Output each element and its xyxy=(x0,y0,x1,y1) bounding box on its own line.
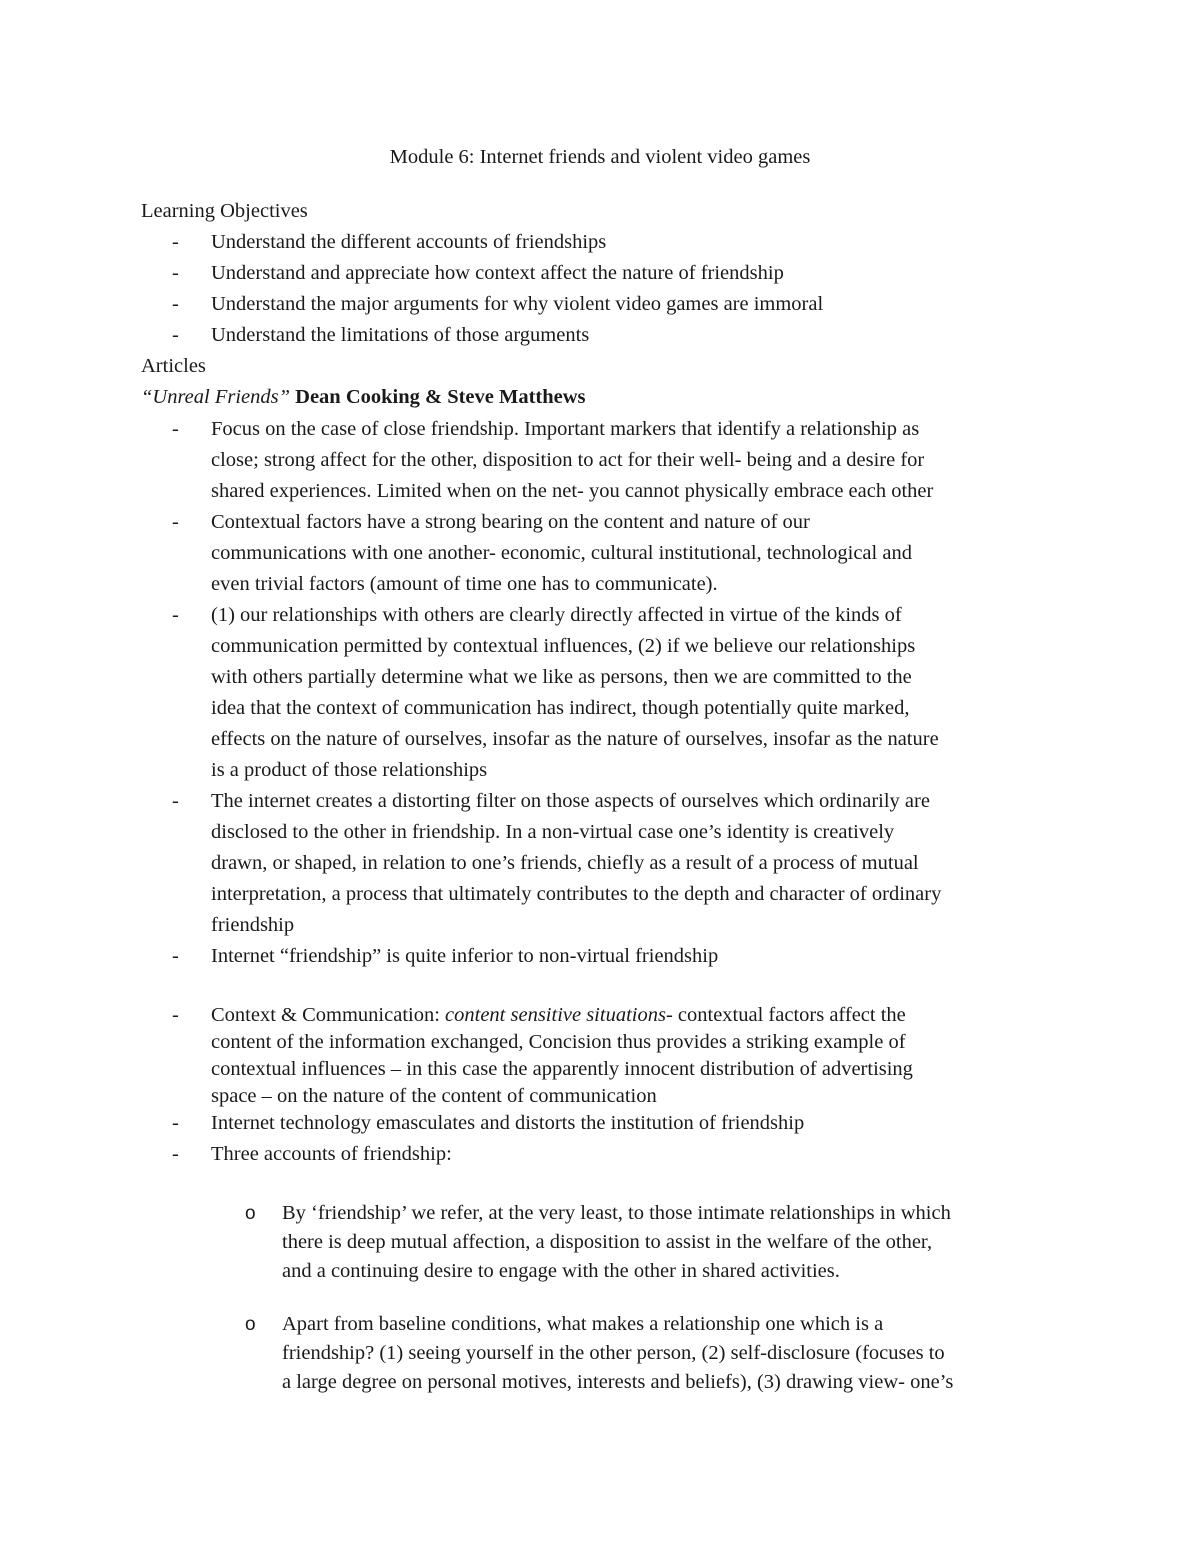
objective-item: Understand the major arguments for why violent video games are immoral xyxy=(211,293,824,315)
dash-marker: - xyxy=(172,604,179,626)
objective-item: Understand the limitations of those arguments xyxy=(211,324,590,346)
dash-marker: - xyxy=(172,945,179,967)
bullet-line: space – on the nature of the content of communication xyxy=(211,1085,657,1107)
dash-marker: - xyxy=(172,1143,179,1165)
dash-marker: - xyxy=(172,324,179,346)
document-title: Module 6: Internet friends and violent video games xyxy=(389,146,811,168)
learning-objectives-heading: Learning Objectives xyxy=(141,200,308,222)
bullet-line: Internet technology emasculates and distorts the institution of friendship xyxy=(211,1112,805,1134)
sub-bullet-line: and a continuing desire to engage with the other in shared activities. xyxy=(282,1260,840,1282)
bullet-line: effects on the nature of ourselves, insofar as the nature of ourselves, insofar as the nature xyxy=(211,728,939,750)
bullet-line: contextual influences – in this case the apparently innocent distribution of advertising xyxy=(211,1058,913,1080)
context-bullet-first-line xyxy=(211,1005,906,1026)
bullet-line: interpretation, a process that ultimately contributes to the depth and character of ordinary xyxy=(211,883,942,905)
bullet-line: even trivial factors (amount of time one has to communicate). xyxy=(211,573,718,595)
article-heading xyxy=(141,387,586,408)
dash-marker: - xyxy=(172,262,179,284)
bullet-line: idea that the context of communication has indirect, though potentially quite marked, xyxy=(211,697,910,719)
bullet-line: with others partially determine what we like as persons, then we are committed to the xyxy=(211,666,912,688)
bullet-line: The internet creates a distorting filter on those aspects of ourselves which ordinarily are xyxy=(211,790,930,812)
articles-heading: Articles xyxy=(141,355,206,377)
dash-marker: - xyxy=(172,1112,179,1134)
bullet-line: content of the information exchanged, Concision thus provides a striking example of xyxy=(211,1031,906,1053)
objective-item: Understand and appreciate how context affect the nature of friendship xyxy=(211,262,784,284)
dash-marker: - xyxy=(172,790,179,812)
context-lead: Context & Communication: xyxy=(211,1004,446,1026)
bullet-line: close; strong affect for the other, disposition to act for their well- being and a desire for xyxy=(211,449,925,471)
article-title: “Unreal Friends” xyxy=(141,386,291,408)
bullet-line: friendship xyxy=(211,914,295,936)
sub-bullet-line: there is deep mutual affection, a disposition to assist in the welfare of the other, xyxy=(282,1231,933,1253)
context-emphasis: content sensitive situations xyxy=(445,1004,666,1026)
dash-marker: - xyxy=(172,293,179,315)
bullet-line: (1) our relationships with others are clearly directly affected in virtue of the kinds of xyxy=(211,604,902,626)
bullet-line: communication permitted by contextual influences, (2) if we believe our relationships xyxy=(211,635,916,657)
sub-bullet-line: friendship? (1) seeing yourself in the other person, (2) self-disclosure (focuses to xyxy=(282,1342,945,1364)
context-rest: - contextual factors affect the xyxy=(665,1004,906,1026)
bullet-line: is a product of those relationships xyxy=(211,759,488,781)
bullet-line: Three accounts of friendship: xyxy=(211,1143,452,1165)
dash-marker: - xyxy=(172,1004,179,1026)
sub-bullet-line: By ‘friendship’ we refer, at the very least, to those intimate relationships in which xyxy=(282,1202,951,1224)
bullet-line: Internet “friendship” is quite inferior to non-virtual friendship xyxy=(211,945,719,967)
sub-bullet-line: a large degree on personal motives, interests and beliefs), (3) drawing view- one’s xyxy=(282,1371,954,1393)
objective-item: Understand the different accounts of friendships xyxy=(211,231,607,253)
circle-bullet-marker: o xyxy=(245,1203,256,1224)
bullet-line: disclosed to the other in friendship. In a non-virtual case one’s identity is creatively xyxy=(211,821,895,843)
bullet-line: Contextual factors have a strong bearing on the content and nature of our xyxy=(211,511,810,533)
bullet-line: communications with one another- economic, cultural institutional, technological and xyxy=(211,542,912,564)
sub-bullet-line: Apart from baseline conditions, what makes a relationship one which is a xyxy=(282,1313,884,1335)
bullet-line: drawn, or shaped, in relation to one’s friends, chiefly as a result of a process of mutual xyxy=(211,852,919,874)
article-authors: Dean Cooking & Steve Matthews xyxy=(290,386,586,408)
dash-marker: - xyxy=(172,418,179,440)
dash-marker: - xyxy=(172,511,179,533)
bullet-line: shared experiences. Limited when on the net- you cannot physically embrace each other xyxy=(211,480,934,502)
circle-bullet-marker: o xyxy=(245,1314,256,1335)
dash-marker: - xyxy=(172,231,179,253)
bullet-line: Focus on the case of close friendship. Important markers that identify a relationship as xyxy=(211,418,920,440)
